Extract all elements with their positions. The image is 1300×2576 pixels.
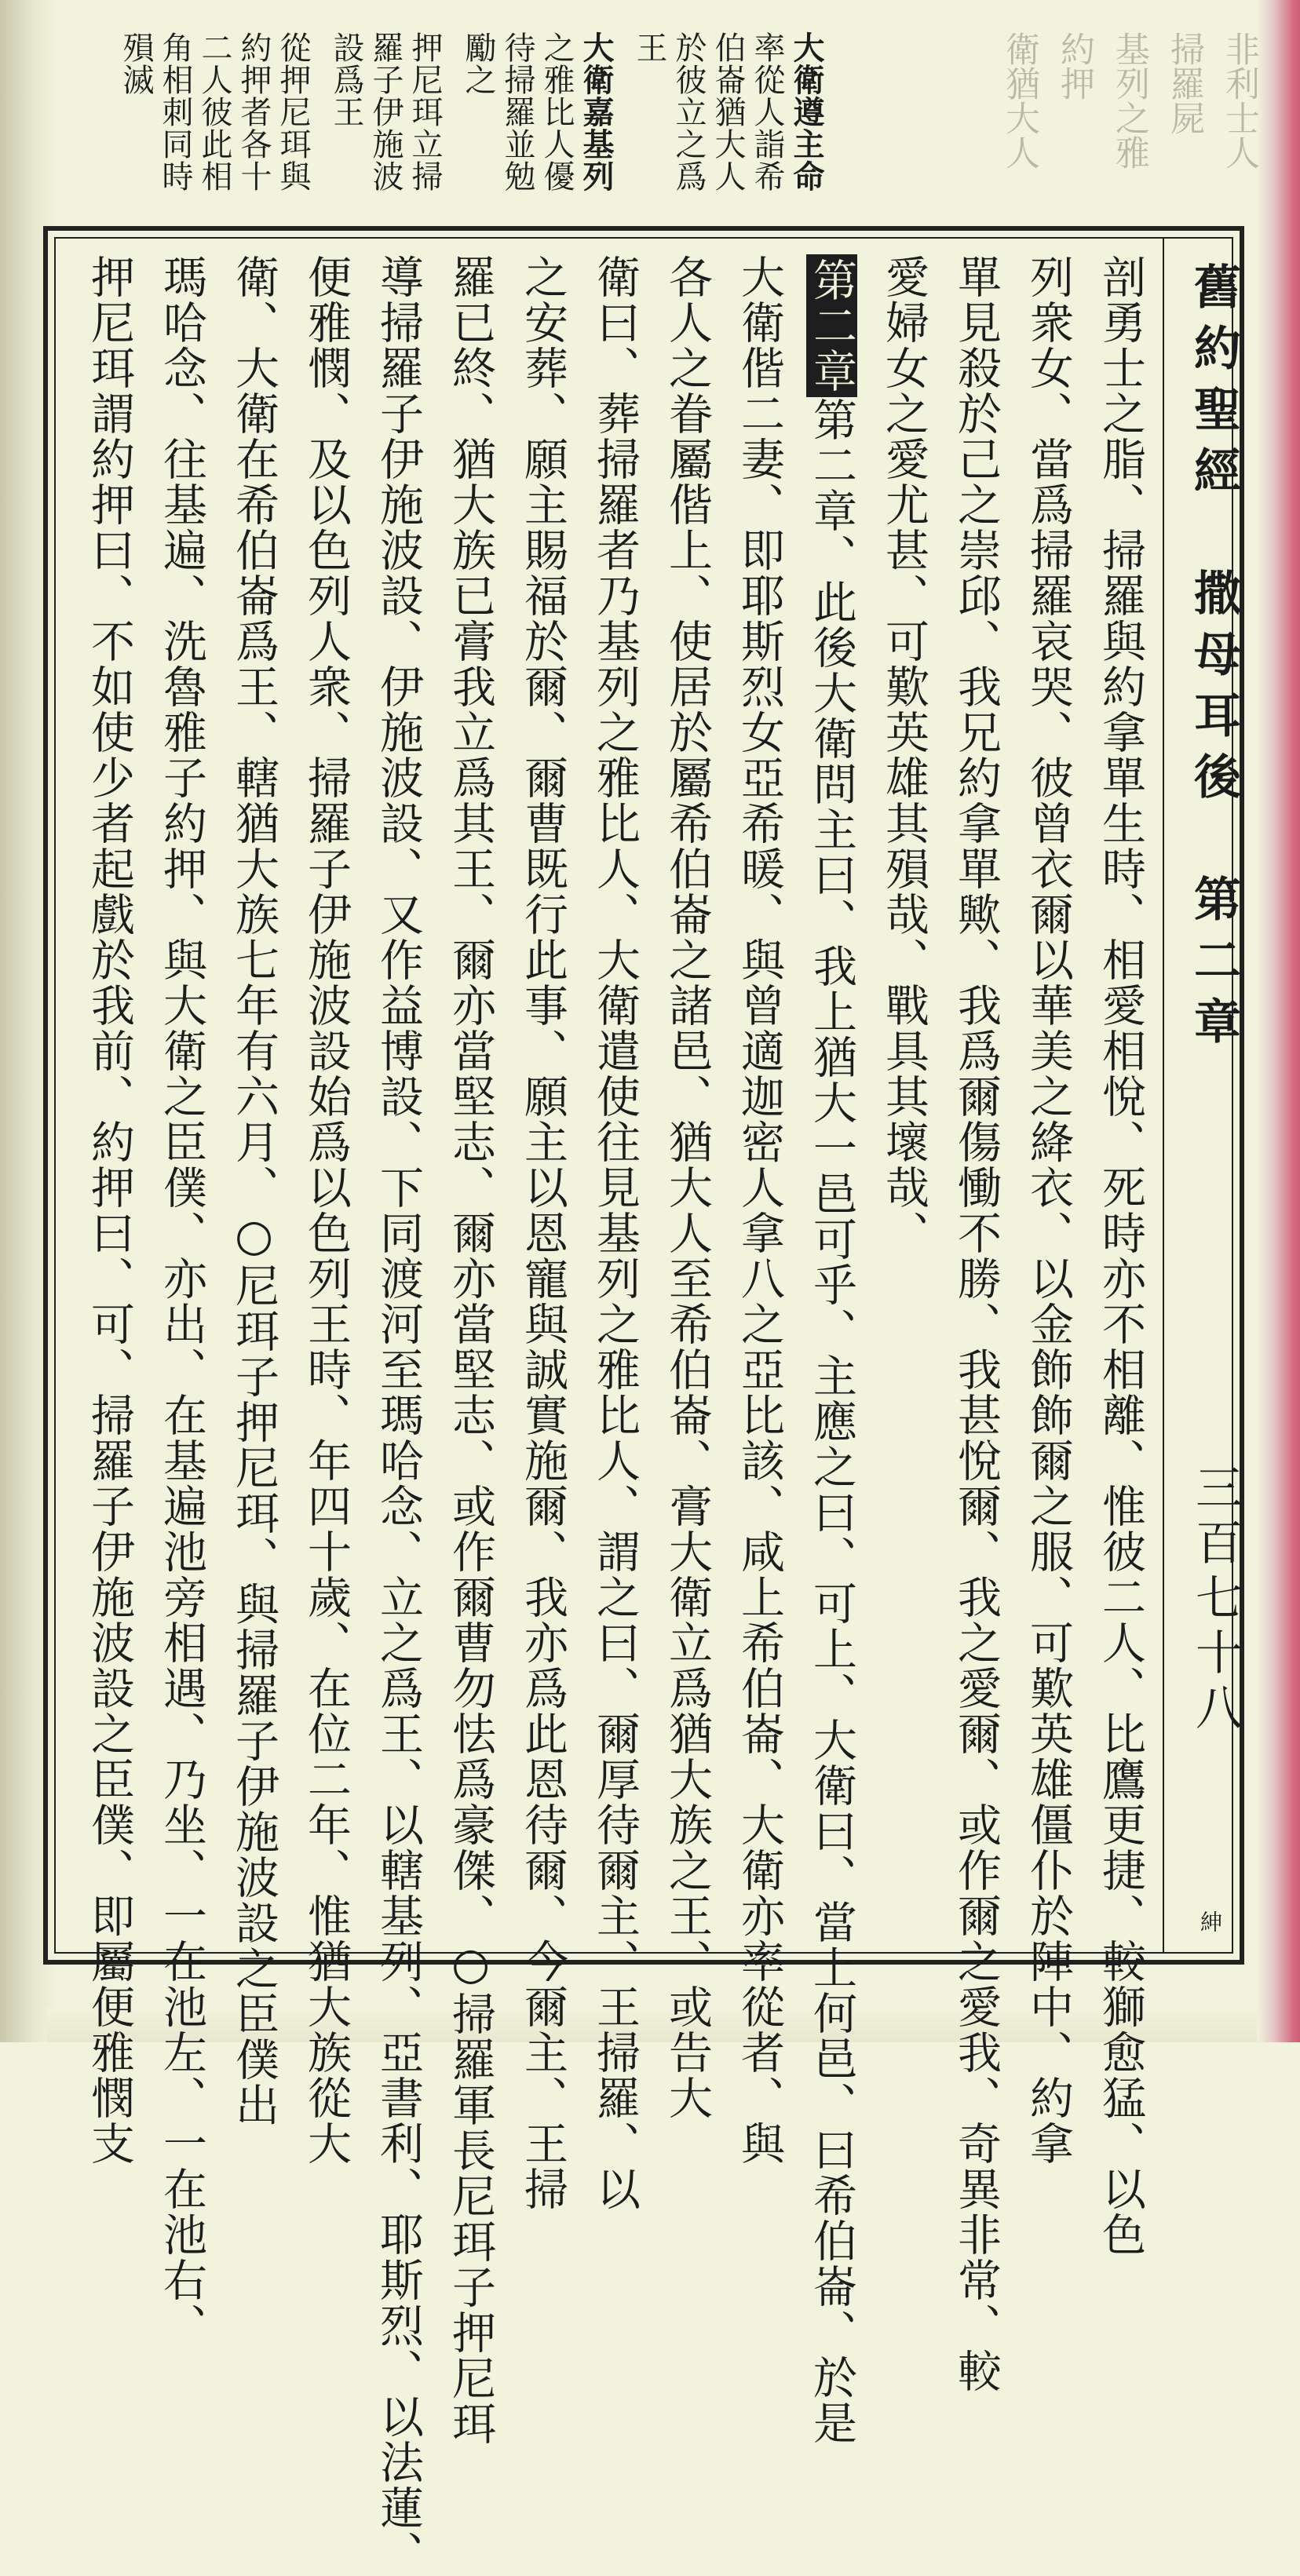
bleed-text: 約押: [1054, 31, 1094, 100]
side-note: 大衛遵主命: [788, 31, 825, 192]
chapter-text: 第二章、此後大衛問主曰、我上猶大一邑可乎、主應之曰、可上、大衛曰、當上何邑、曰希伯崙、於是: [806, 397, 857, 2446]
text-column: 羅已終、猶大族已膏我立爲其王、爾亦當堅志、爾亦當堅志、或作爾曹勿怯爲豪傑、○掃羅軍長尼珥子押尼珥: [445, 254, 496, 2446]
bleed-through: [832, 31, 1264, 228]
bleed-text: 掃羅屍: [1164, 31, 1204, 135]
text-column: 之安葬、願主賜福於爾、爾曹既行此事、願主以恩寵與誠實施爾、我亦爲此恩待爾、今爾主、王掃: [517, 254, 568, 2212]
text-column: 各人之眷屬偕上、使居於屬希伯崙之諸邑、猶大人至希伯崙、膏大衛立爲猶大族之王、或告大: [662, 254, 713, 2121]
side-note: 王: [631, 31, 667, 64]
text-column: 便雅憫、及以色列人衆、掃羅子伊施波設始爲以色列王時、年四十歲、在位二年、惟猶大族從大: [301, 254, 352, 2166]
side-note: 角相刺同時: [157, 31, 193, 192]
side-note: 率從人詣希: [749, 31, 785, 192]
side-note: 設爲王: [328, 31, 364, 128]
side-note: 伯崙猶大人: [710, 31, 746, 192]
side-note: 羅子伊施波: [367, 31, 404, 192]
side-note: 待掃羅並勉: [499, 31, 535, 192]
side-note: 大衛嘉基列: [578, 31, 615, 192]
publisher-mark: 紳: [1197, 1910, 1223, 1932]
side-note: 之雅比人優: [539, 31, 575, 192]
page-edge: [1257, 0, 1300, 2042]
text-frame-inner: [54, 237, 1243, 2576]
text-column: 導掃羅子伊施波設、伊施波設、又作益博設、下同渡河至瑪哈念、立之爲王、以轄基列、亞書利、耶斯烈、以法蓮、: [373, 254, 424, 2576]
side-note: 殞滅: [118, 31, 154, 96]
text-column: 瑪哈念、往基遍、洗魯雅子約押、與大衛之臣僕、亦出、在基遍池旁相遇、乃坐、一在池左、一在池右、: [156, 254, 207, 2348]
bleed-text: 非利士人: [1219, 31, 1259, 170]
text-column: 衛曰、葬掃羅者乃基列之雅比人、大衛遣使往見基列之雅比人、謂之曰、爾厚待爾主、王掃羅、以: [590, 254, 641, 2212]
header-divider: [1163, 239, 1164, 1952]
chapter-heading: 第二章: [806, 254, 857, 397]
side-note: 從押尼珥與: [275, 31, 311, 192]
side-note: 二人彼此相: [196, 31, 232, 192]
text-frame: [43, 226, 1244, 2576]
side-note: 約押者各十: [236, 31, 272, 192]
side-note: 於彼立之爲: [670, 31, 707, 192]
bleed-text: 基列之雅: [1109, 31, 1149, 170]
text-column: 押尼珥謂約押曰、不如使少者起戲於我前、約押曰、可、掃羅子伊施波設之臣僕、即屬便雅憫支: [84, 254, 135, 2166]
text-column-chapter-start: [803, 254, 860, 2446]
text-column: 愛婦女之愛尤甚、可歎英雄其殞哉、戰具其壞哉、: [878, 254, 929, 1256]
bleed-text: 衛猶大人: [999, 31, 1039, 170]
side-note: 押尼珥立掃: [407, 31, 443, 192]
text-column: 大衛偕二妻、即耶斯烈女亞希暖、與曾適迦密人拿八之亞比該、咸上希伯崙、大衛亦率從者、與: [734, 254, 785, 2166]
side-note: 勵之: [460, 31, 496, 96]
text-column: 單見殺於己之崇邱、我兄約拿單歟、我爲爾傷慟不勝、我甚悅爾、我之愛爾、或作爾之愛我、奇異非常、較: [951, 254, 1002, 2394]
text-column: 列衆女、當爲掃羅哀哭、彼曾衣爾以華美之絳衣、以金飾飾爾之服、可歎英雄僵仆於陣中、約拿: [1023, 254, 1074, 2166]
text-column: 剖勇士之脂、掃羅與約拿單生時、相愛相悅、死時亦不相離、惟彼二人、比鷹更捷、較獅愈猛、以色: [1095, 254, 1146, 2257]
text-column: 衛、大衛在希伯崙爲王、轄猶大族七年有六月、○尼珥子押尼珥、與掃羅子伊施波設之臣僕出: [228, 254, 279, 2128]
running-title: 舊約聖經 撒母耳後 第二章: [1186, 262, 1241, 1058]
page-number: 三百七十八: [1188, 1463, 1243, 1738]
margin-notes: [71, 31, 824, 243]
